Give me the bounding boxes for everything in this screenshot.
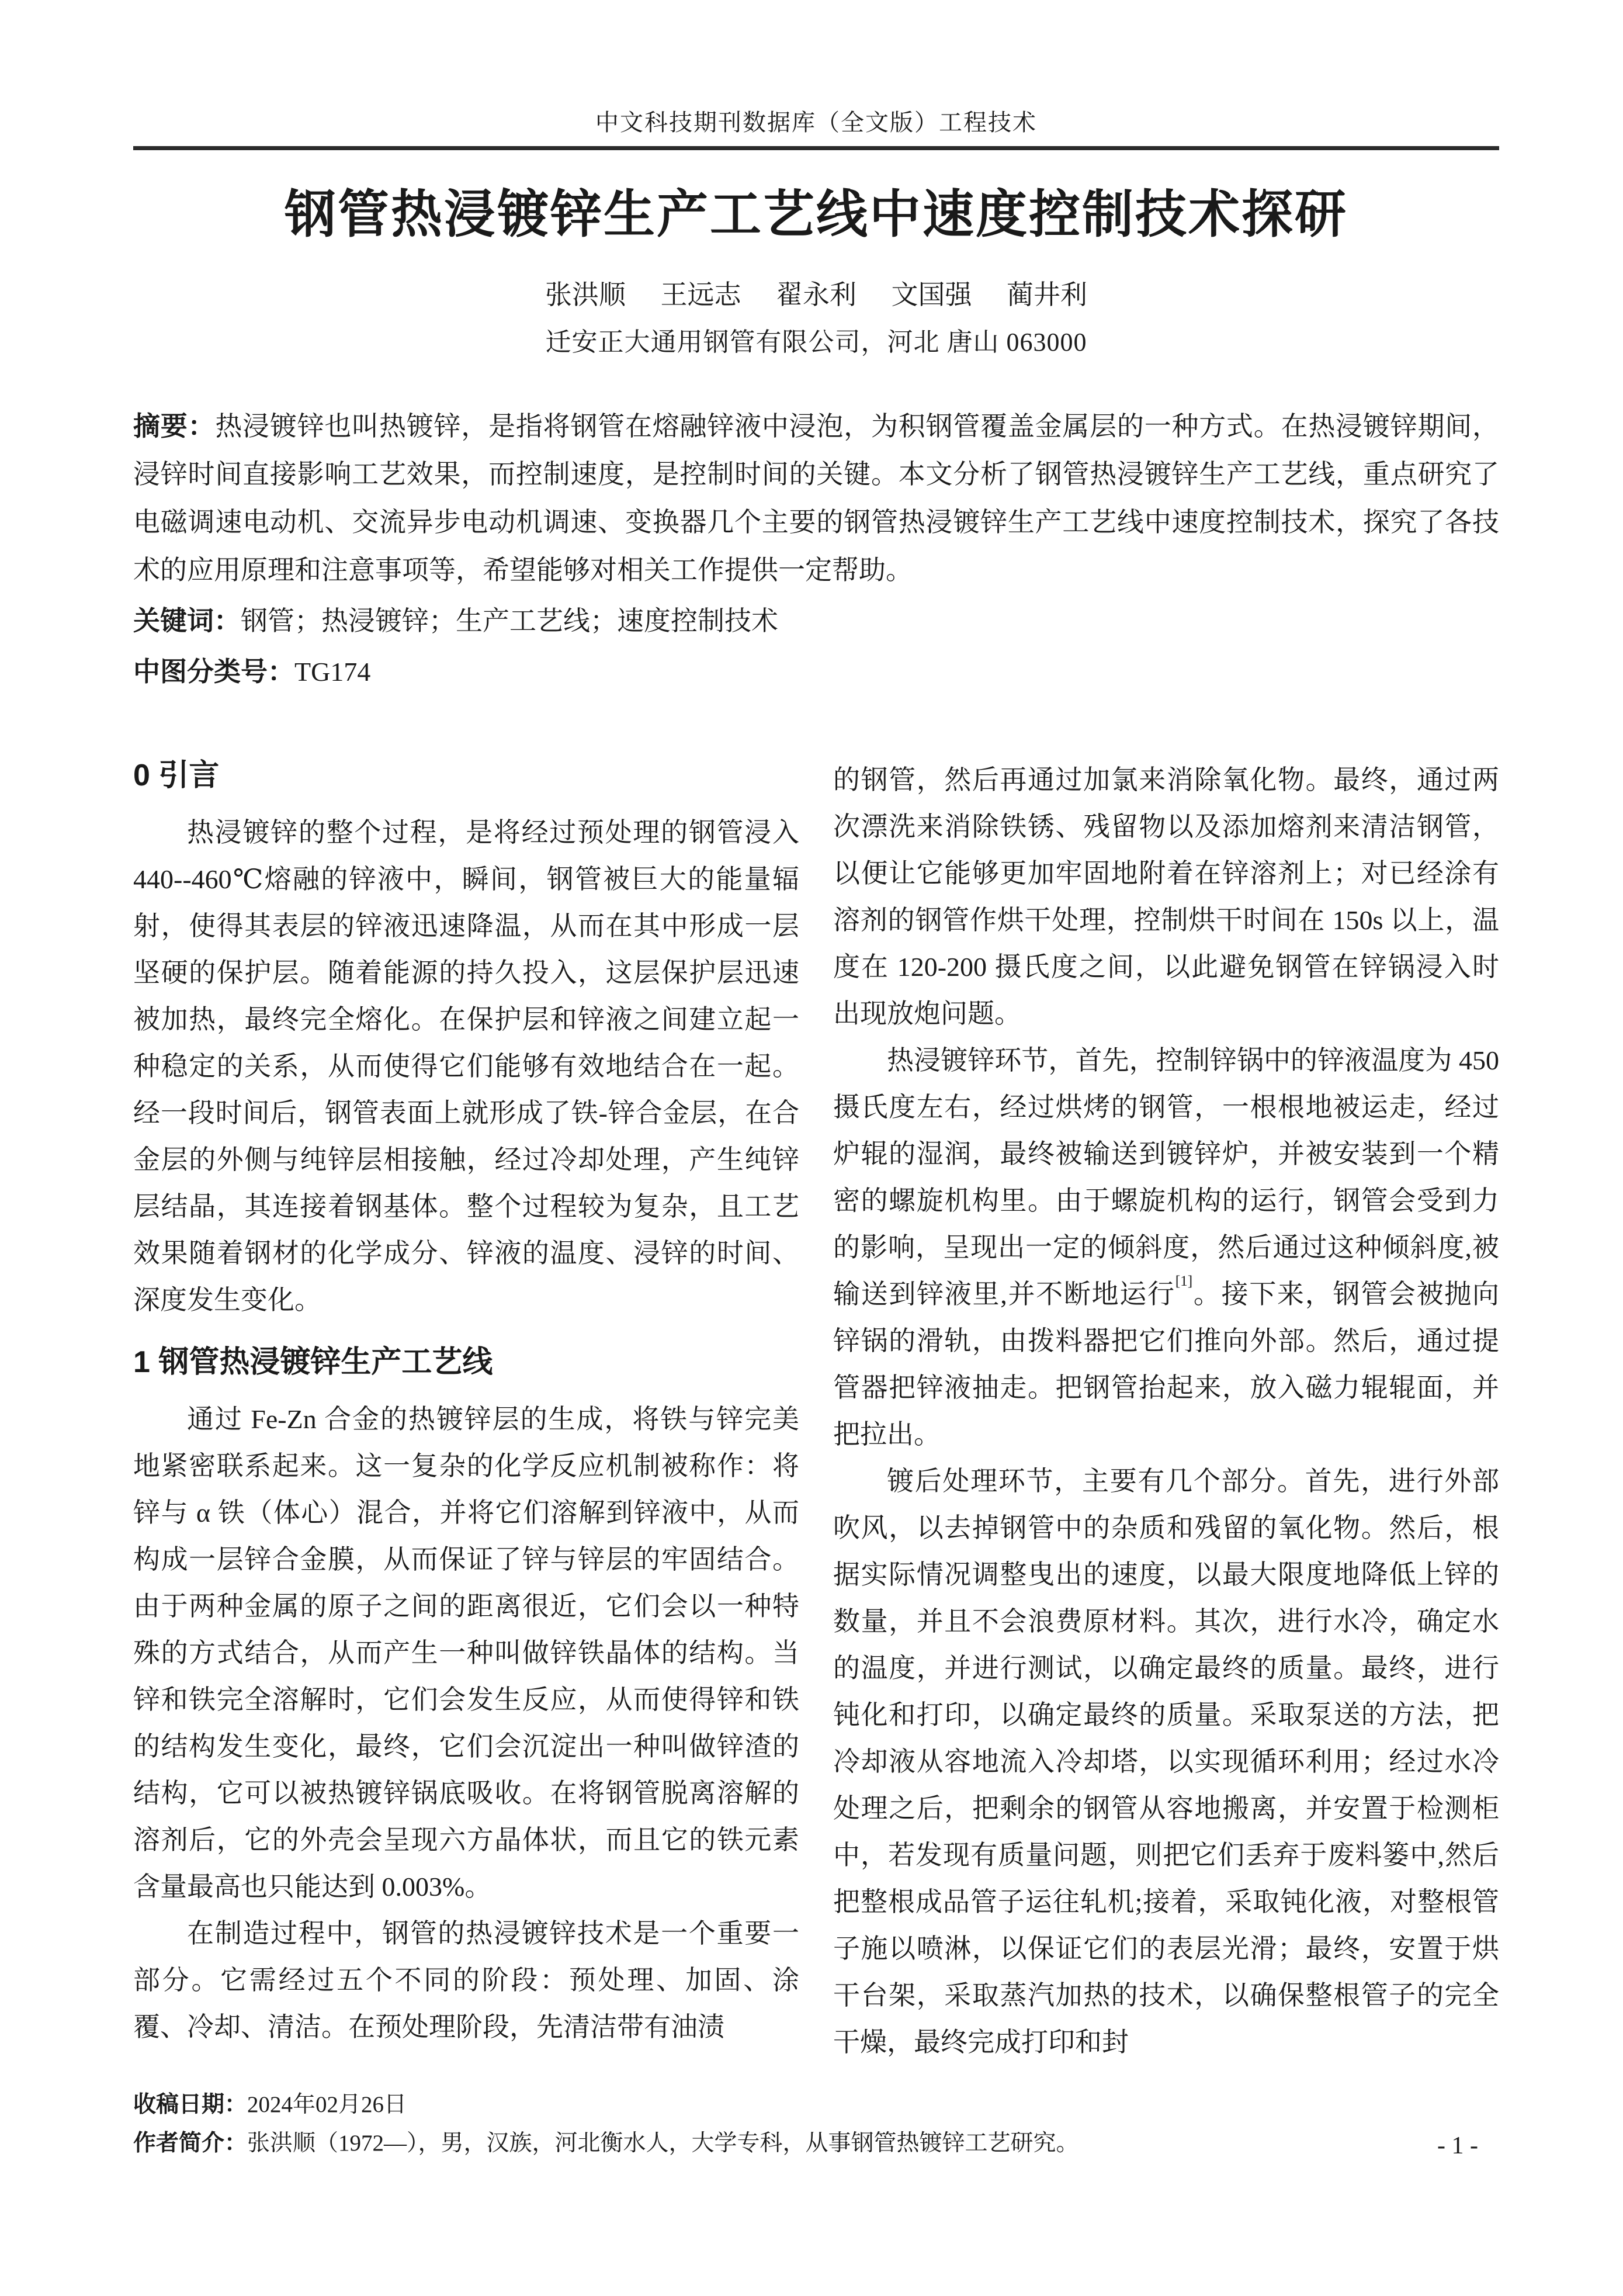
left-paragraph-2-partial: 在制造过程中，钢管的热浸镀锌技术是一个重要一部分。它需经过五个不同的阶段：预处理、加固、涂覆、冷却、清洁。在预处理阶段，先清洁带有油渍 <box>133 1918 799 2042</box>
header-divider <box>133 146 1499 150</box>
author-bio-text: 张洪顺（1972—），男，汉族，河北衡水人，大学专科，从事钢管热镀锌工艺研究。 <box>247 2130 1079 2156</box>
affiliation: 迁安正大通用钢管有限公司，河北 唐山 063000 <box>545 327 1087 356</box>
page-number: - 1 - <box>1437 2132 1478 2159</box>
keywords-label: 关键词： <box>133 605 241 636</box>
keywords <box>133 597 1499 645</box>
running-head-text: 中文科技期刊数据库（全文版）工程技术 <box>595 109 1037 136</box>
author-bio-line <box>133 2124 1499 2163</box>
section-heading-1: 1 钢管热浸镀锌生产工艺线 <box>133 1345 493 1379</box>
author-name: 王远志 <box>660 279 741 310</box>
abstract-label: 摘要： <box>133 410 216 441</box>
right-paragraph-2 <box>833 1037 1499 1458</box>
author-name: 蔺井利 <box>1007 279 1087 310</box>
clc-number <box>133 647 1499 696</box>
article-title: 钢管热浸镀锌生产工艺线中速度控制技术探研 <box>284 185 1348 243</box>
clc-value: TG174 <box>294 656 371 687</box>
author-name: 张洪顺 <box>545 279 626 310</box>
right-paragraph-2-text-b: 。接下来，钢管会被抛向锌锅的滑轨，由拨料器把它们推向外部。然后，通过提管器把锌液抽走。把钢管抬起来，放入磁力辊辊面，并把拉出。 <box>833 1279 1500 1449</box>
right-paragraph-3: 镀后处理环节，主要有几个部分。首先，进行外部吹风，以去掉钢管中的杂质和残留的氧化物。然后，根据实际情况调整曳出的速度，以最大限度地降低上锌的数量，并且不会浪费原材料。其次，进行水冷，确定水的温度，并进行测试，以确定最终的质量。最终，进行钝化和打印，以确定最终的质量。采取泵送的方法，把冷却液从容地流入冷却塔，以实现循环利用；经过水冷处理之后，把剩余的钢管从容地搬离，并安置于检测柜中，若发现有质量问题，则把它们丢弃于废料篓中,然后把整根成品管子运往轧机;接着，采取钝化液，对整根管子施以喷淋，以保证它们的表层光滑；最终，安置于烘干台架，采取蒸汽加热的技术，以确保整根管子的完全干燥，最终完成打印和封 <box>833 1466 1499 2057</box>
two-column-body <box>133 757 1499 2066</box>
footnote-block <box>133 2086 1499 2163</box>
left-paragraph-intro: 热浸镀锌的整个过程，是将经过预处理的钢管浸入 440--460℃熔融的锌液中，瞬间，钢管被巨大的能量辐射，使得其表层的锌液迅速降温，从而在其中形成一层坚硬的保护层。随着能源的持久投入，这层保护层迅速被加热，最终完全熔化。在保护层和锌液之间建立起一种稳定的关系，从而使得它们能够有效地结合在一起。经一段时间后，钢管表面上就形成了铁-锌合金层，在合金层的外侧与纯锌层相接触，经过冷却处理，产生纯锌层结晶，其连接着钢基体。整个过程较为复杂，且工艺效果随着钢材的化学成分、锌液的温度、浸锌的时间、深度发生变化。 <box>133 817 799 1315</box>
author-bio-label: 作者简介： <box>133 2130 248 2156</box>
right-paragraph-2-text-a: 热浸镀锌环节，首先，控制锌锅中的锌液温度为 450 摄氏度左右，经过烘烤的钢管，一根根地被运走，经过炉辊的湿润，最终被输送到镀锌炉，并被安装到一个精密的螺旋机构里。由于螺旋机构的运行，钢管会受到力的影响，呈现出一定的倾斜度，然后通过这种倾斜度,被输送到锌液里,并不断地运行 <box>833 1045 1499 1309</box>
right-column <box>833 757 1499 2066</box>
left-paragraph-1: 通过 Fe-Zn 合金的热镀锌层的生成，将铁与锌完美地紧密联系起来。这一复杂的化学反应机制被称作：将锌与 α 铁（体心）混合，并将它们溶解到锌液中，从而构成一层锌合金膜，从而保证了锌与锌层的牢固结合。由于两种金属的原子之间的距离很近，它们会以一种特殊的方式结合，从而产生一种叫做锌铁晶体的结构。当锌和铁完全溶解时，它们会发生反应，从而使得锌和铁的结构发生变化，最终，它们会沉淀出一种叫做锌渣的结构，它可以被热镀锌锅底吸收。在将钢管脱离溶解的溶剂后，它的外壳会呈现六方晶体状，而且它的铁元素含量最高也只能达到 0.003%。 <box>133 1404 799 1902</box>
keywords-text: 钢管；热浸镀锌；生产工艺线；速度控制技术 <box>241 605 778 636</box>
abstract-text: 热浸镀锌也叫热镀锌，是指将钢管在熔融锌液中浸泡，为积钢管覆盖金属层的一种方式。在热浸镀锌期间，浸锌时间直接影响工艺效果，而控制速度，是控制时间的关键。本文分析了钢管热浸镀锌生产工艺线，重点研究了电磁调速电动机、交流异步电动机调速、变换器几个主要的钢管热浸镀锌生产工艺线中速度控制技术，探究了各技术的应用原理和注意事项等，希望能够对相关工作提供一定帮助。 <box>133 411 1500 585</box>
running-head <box>133 0 1499 137</box>
authors-line <box>133 279 1499 311</box>
citation-ref-1: [1] <box>1175 1272 1193 1289</box>
clc-label: 中图分类号： <box>133 656 294 687</box>
meta-block <box>133 402 1499 696</box>
left-column <box>133 757 799 2051</box>
received-date-value: 2024年02月26日 <box>247 2091 407 2117</box>
author-name: 翟永利 <box>776 279 856 310</box>
section-heading-0: 0 引言 <box>133 758 220 792</box>
author-name: 文国强 <box>891 279 972 310</box>
received-date-line <box>133 2086 1499 2124</box>
abstract <box>133 402 1499 594</box>
received-date-label: 收稿日期： <box>133 2091 248 2117</box>
right-paragraph-1-continuation: 的钢管，然后再通过加氯来消除氧化物。最终，通过两次漂洗来消除铁锈、残留物以及添加熔剂来清洁钢管，以便让它能够更加牢固地附着在锌溶剂上；对已经涂有溶剂的钢管作烘干处理，控制烘干时间在 150s 以上，温度在 120-200 摄氏度之间，以此避免钢管在锌锅浸入时出现放炮问题。 <box>833 764 1499 1028</box>
